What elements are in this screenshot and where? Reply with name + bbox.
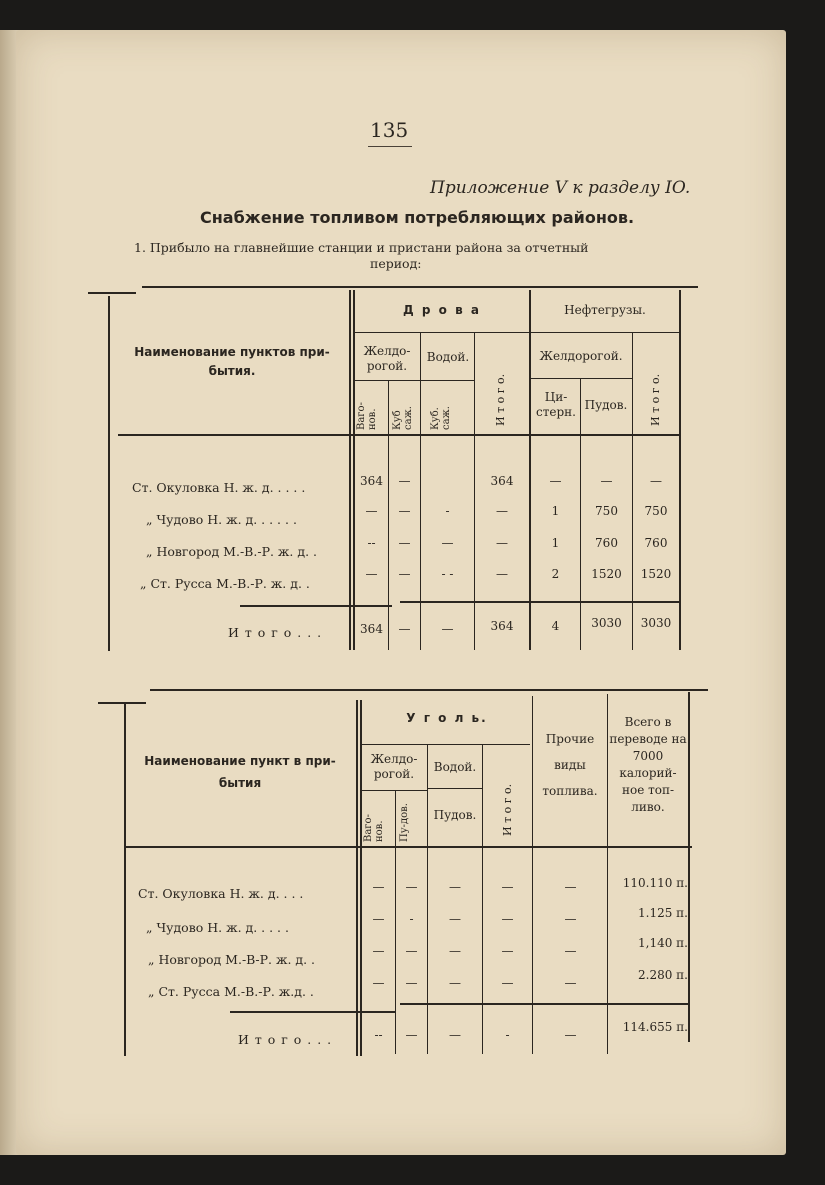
cell: 364 [360,474,383,488]
table-border [349,290,351,650]
cell: 750 [595,504,618,518]
cell: 1520 [640,567,672,581]
column-header-coal: У г о л ь. [406,711,488,725]
cell: — [564,944,577,958]
total-label: И т о г о . . . [238,1032,333,1047]
cell: — [372,912,385,926]
table-border [679,290,681,650]
cell: — [564,1028,577,1042]
cell: — [449,880,461,894]
row-label: „ Чудово Н. ж. д. . . . . [146,920,289,935]
cell: 4 [551,619,560,633]
section-subtitle-cont: период: [370,256,422,271]
cell: — [496,567,508,581]
subheader-wood-water: Водой. [426,350,470,364]
row-label: „ Ст. Русса М.-В.-Р. ж.д. . [148,984,314,999]
table-border [420,380,474,381]
cell: 3030 [640,616,672,630]
total-rule [400,601,680,603]
subheader-cubic: Куб саж. [392,406,414,430]
subheader-coal-rail: Желдо-рогой. [370,752,418,781]
table-border [482,744,483,1054]
subheader-poods: Пу-дов. [399,803,410,842]
table-border [362,790,427,791]
table-border [360,700,362,1056]
cell: — [398,622,411,636]
subheader-wagons: Ваго-нов. [363,814,385,842]
cell: — [600,474,613,488]
table-border [427,788,482,789]
cell: — [405,880,418,894]
column-header-wood: Д р о в а [403,303,481,317]
cell: — [549,474,562,488]
table-border [353,290,355,650]
page-title: Снабжение топливом потребляющих районов. [200,208,635,227]
subheader-coal-water: Водой. [433,760,477,774]
row-label: Ст. Окуловка Н. ж. д. . . . [138,886,304,901]
cell: -- [374,1028,383,1042]
cell: — [496,536,508,550]
table-header-rule [126,846,692,848]
cell: — [441,536,454,550]
section-subtitle: 1. Прибыло на главнейшие станции и пристани района за отчетный [134,240,589,255]
table-border [531,378,632,379]
cell: - [409,912,414,926]
cell: — [564,912,577,926]
cell: 364 [360,622,383,636]
cell: — [441,622,454,636]
subheader-oil-rail: Желдорогой. [539,349,623,363]
table-border [355,380,420,381]
cell: 1,140 п. [638,936,688,950]
table-border [688,692,690,1042]
cell: — [449,944,461,958]
total-rule [400,1003,688,1005]
table-header-rule [118,434,680,436]
table-border [427,744,428,1054]
cell: — [449,1028,461,1042]
subheader-tanks: Ци-стерн. [536,390,576,419]
subheader-wood-rail: Желдо-рогой. [363,344,411,373]
table-border [355,332,679,333]
row-label: „ Чудово Н. ж. д. . . . . . [146,512,297,527]
cell: -- [367,536,376,550]
cell: — [496,504,508,518]
total-rule [240,605,392,607]
table-border [142,286,698,288]
cell: 2 [551,567,560,581]
cell: 114.655 п. [622,1020,688,1034]
subheader-poods: Пудов. [584,398,628,412]
cell: 3030 [591,616,622,630]
subheader-water-poods: Пудов. [433,808,477,822]
table-border [108,296,110,651]
row-label: Ст. Окуловка Н. ж. д. . . . . [132,480,306,495]
cell: - [505,1028,510,1042]
cell: 1 [551,504,560,518]
cell: — [405,944,418,958]
cell: — [372,976,385,990]
cell: — [449,912,461,926]
total-rule [230,1011,395,1013]
cell: 364 [490,474,514,488]
column-header-name: Наименование пункт в при-бытия [144,754,336,790]
table-border [88,292,136,294]
cell: — [398,474,411,488]
cell: — [372,944,385,958]
column-header-other: Прочие виды топлива. [542,732,598,798]
subheader-wagons: Ваго-нов. [356,402,378,430]
column-header-oil: Нефтегрузы. [564,303,646,317]
cell: — [449,976,461,990]
cell: — [405,1028,418,1042]
table-border [98,702,146,704]
cell: — [564,880,577,894]
subheader-wood-total: И т о г о. [494,373,507,426]
cell: 760 [595,536,618,550]
cell: — [501,880,514,894]
table-border [529,290,531,650]
table-border [150,689,708,691]
cell: 2.280 п. [638,968,688,982]
cell: — [398,536,411,550]
cell: 1.125 п. [638,906,688,920]
cell: - [445,504,450,518]
table-border [362,744,530,745]
cell: — [365,504,378,518]
row-label: „ Ст. Русса М.-В.-Р. ж. д. . [140,576,310,591]
total-label: И т о г о . . . [228,625,323,640]
cell: — [372,880,385,894]
row-label: „ Новгород М.-В-Р. ж. д. . [148,952,316,967]
table-border [532,696,533,1054]
cell: 110.110 п. [622,876,688,890]
cell: - - [441,567,454,581]
subheader-coal-total: И т о г о. [501,783,514,836]
column-header-all-total: Всего в переводе на 7000 калорий-ное топ-ливо. [609,715,687,814]
cell: — [365,567,378,581]
cell: — [501,944,514,958]
cell: — [650,474,662,488]
cell: — [501,976,514,990]
cell: — [398,504,411,518]
cell: 364 [490,619,514,633]
cell: 1520 [591,567,622,581]
subheader-oil-total: И т о г о. [649,373,662,426]
cell: 760 [644,536,668,550]
cell: — [501,912,514,926]
table-border [607,694,608,1054]
cell: 750 [644,504,668,518]
table-border [356,700,358,1056]
cell: — [398,567,411,581]
column-header-name: Наименование пунктов при-бытия. [134,345,330,378]
cell: — [564,976,577,990]
cell: 1 [551,536,560,550]
subheader-cubic-water: Куб. саж. [430,406,452,430]
row-label: „ Новгород М.-В.-Р. ж. д. . [146,544,317,559]
page-number: 135 [370,118,409,142]
cell: — [405,976,418,990]
appendix-label: Приложение V к разделу IO. [430,178,691,198]
page-number-underline [368,146,412,147]
